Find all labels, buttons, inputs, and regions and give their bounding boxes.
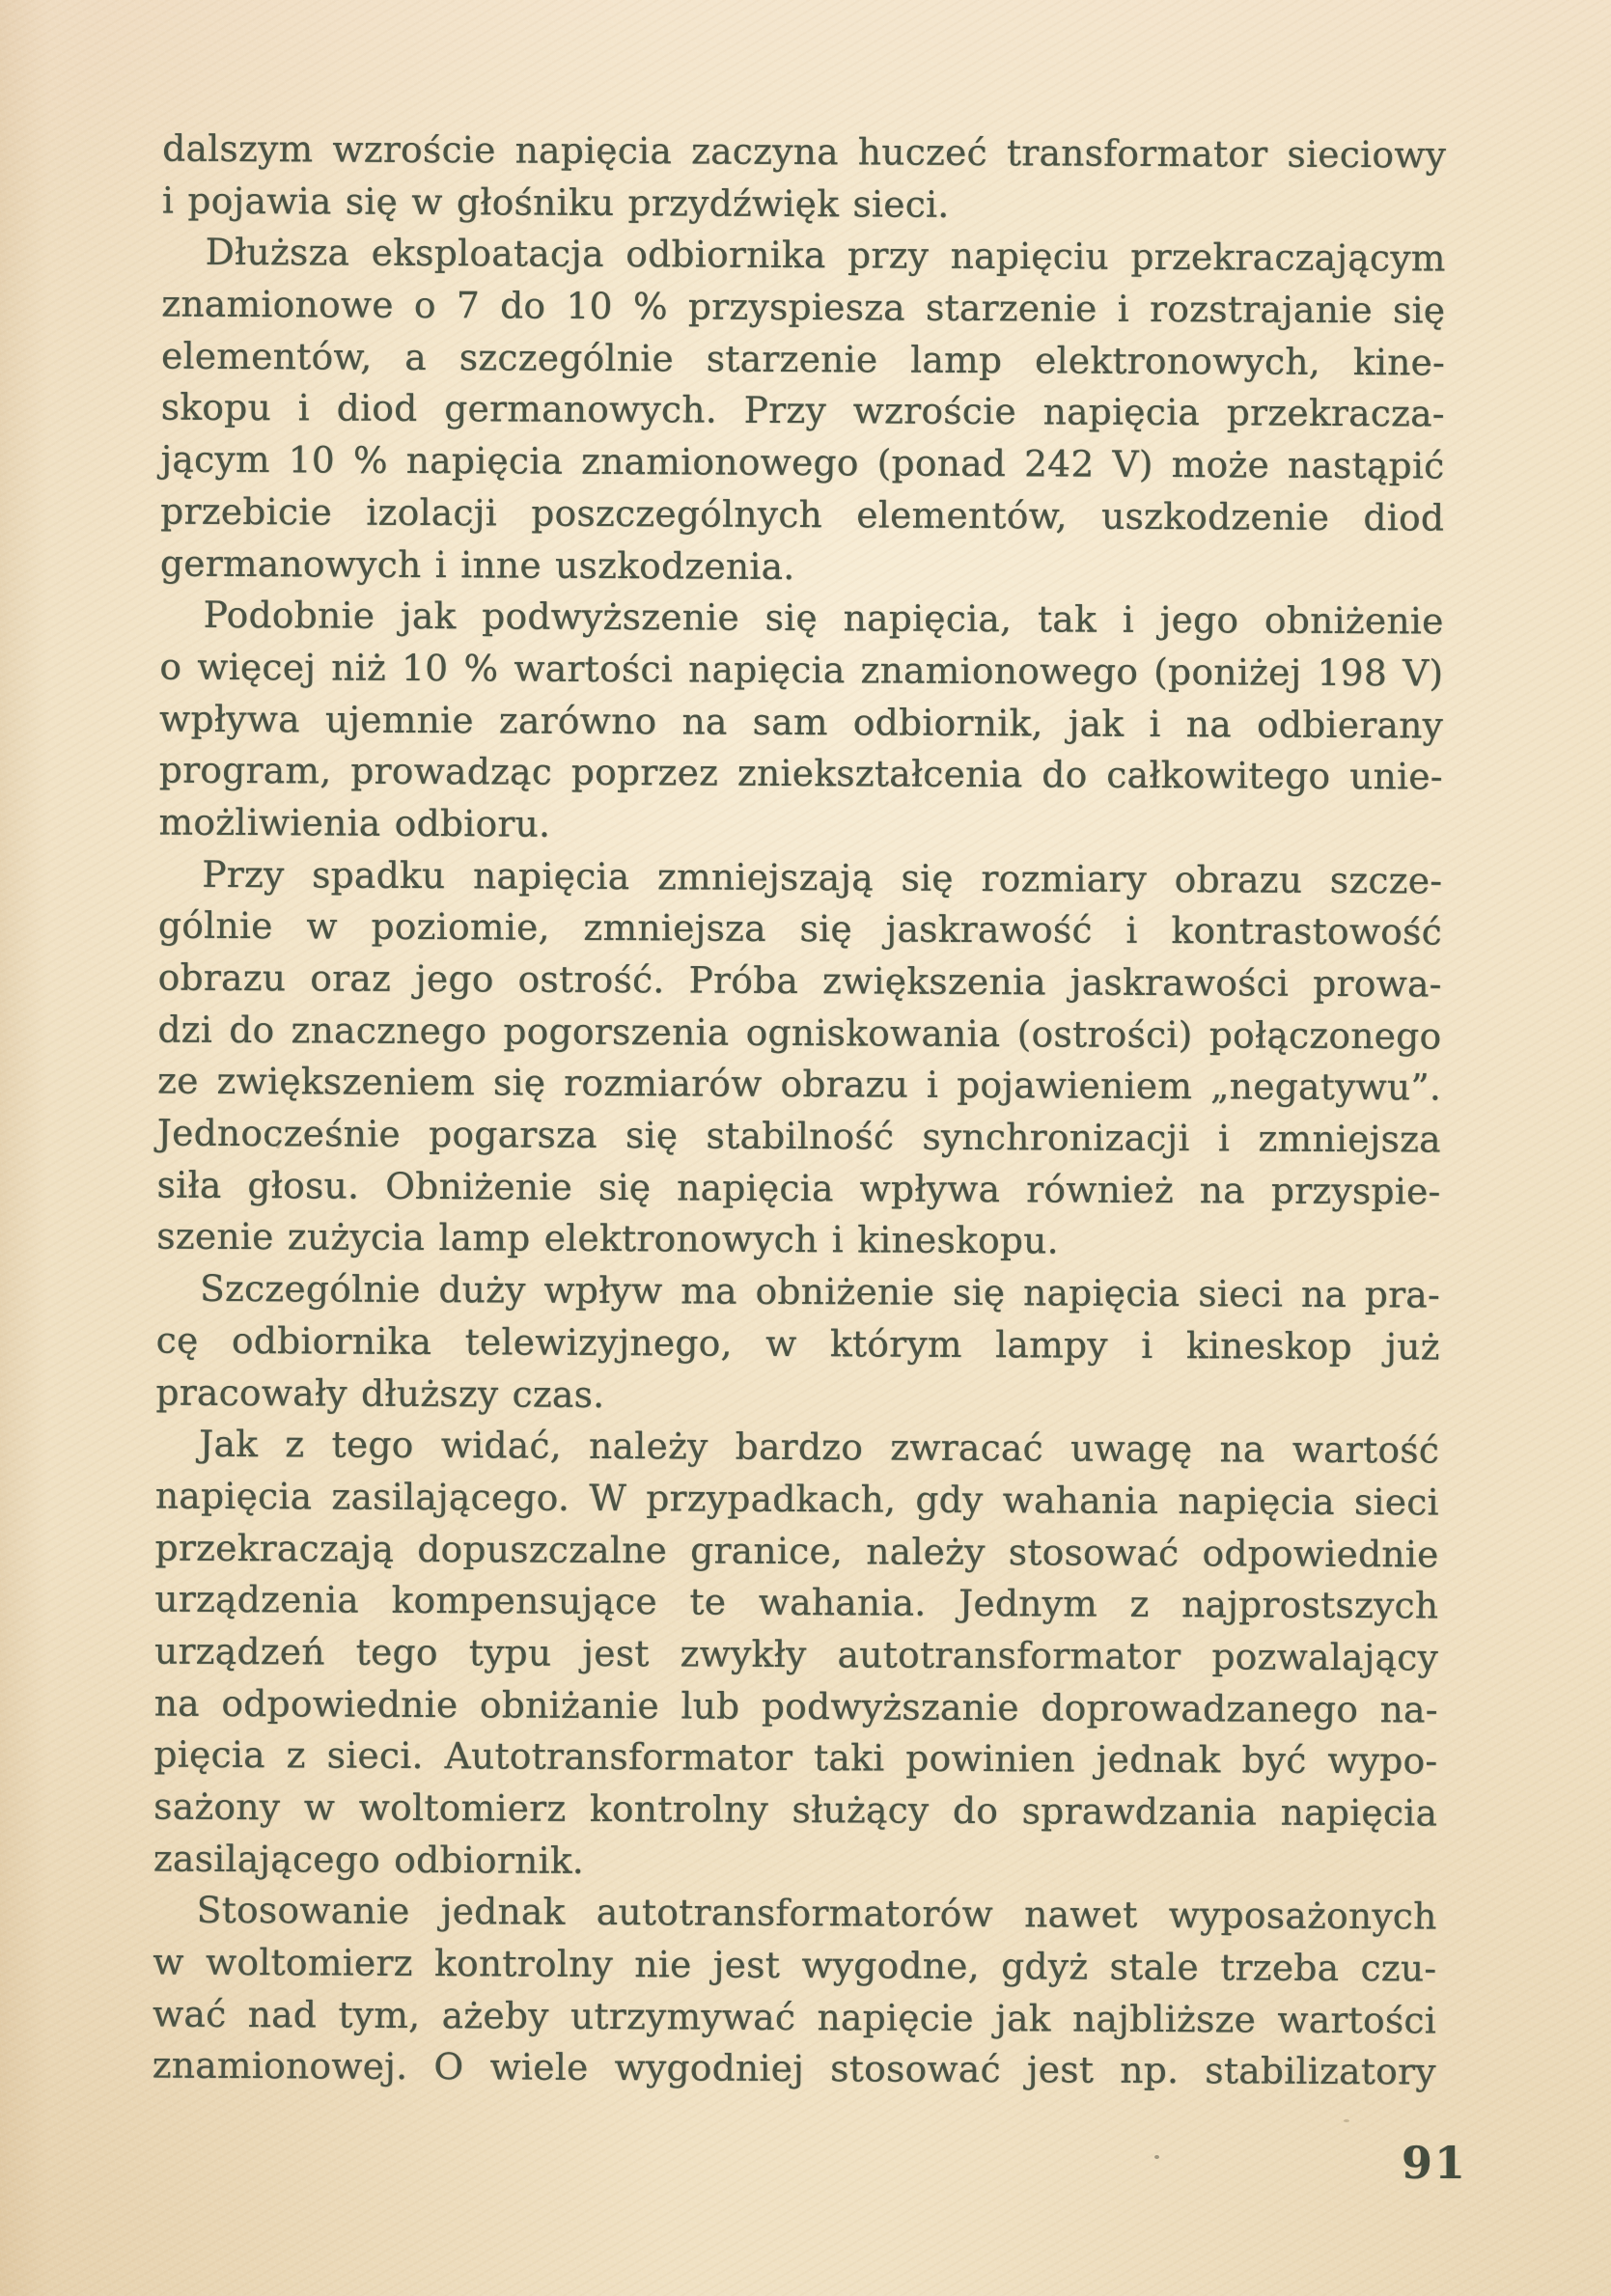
text-line: siła głosu. Obniżenie się napięcia wpływa również na przyspie- bbox=[156, 1163, 1441, 1213]
text-line: szenie zużycia lamp elektronowych i kineskopu. bbox=[156, 1214, 1059, 1262]
text-line: skopu i diod germanowych. Przy wzroście napięcia przekracza- bbox=[160, 385, 1445, 435]
scan-speck bbox=[276, 1145, 280, 1148]
text-line: znamionowej. O wiele wygodniej stosować jest np. stabilizatory bbox=[152, 2043, 1436, 2093]
scan-speck bbox=[1154, 2155, 1159, 2159]
text-line: sażony w woltomierz kontrolny służący do sprawdzania napięcia bbox=[153, 1784, 1438, 1835]
text-line: Podobnie jak podwyższenie się napięcia, tak i jego obniżenie bbox=[203, 593, 1444, 643]
text-line: obrazu oraz jego ostrość. Próba zwiększenia jaskrawości prowa- bbox=[157, 955, 1442, 1006]
scan-speck bbox=[1344, 2119, 1349, 2122]
text-line: dzi do znacznego pogorszenia ogniskowania (ostrości) połączonego bbox=[157, 1008, 1442, 1058]
paragraph bbox=[156, 848, 1442, 1269]
text-line: germanowych i inne uszkodzenia. bbox=[159, 541, 795, 588]
text-line: pracowały dłuższy czas. bbox=[155, 1370, 605, 1416]
paragraph bbox=[158, 590, 1443, 855]
paragraph bbox=[153, 1885, 1437, 2099]
text-line: jącym 10 % napięcia znamionowego (ponad 242 V) może nastąpić bbox=[160, 437, 1445, 487]
text-line: Jednocześnie pogarsza się stabilność synchronizacji i zmniejsza bbox=[156, 1111, 1441, 1161]
text-line: Przy spadku napięcia zmniejszają się rozmiary obrazu szcze- bbox=[202, 852, 1443, 902]
text-line: pięcia z sieci. Autotransformator taki powinien jednak być wypo- bbox=[153, 1732, 1438, 1783]
text-line: znamionowe o 7 do 10 % przyspiesza starzenie i rozstrajanie się bbox=[161, 282, 1446, 332]
text-line: w woltomierz kontrolny nie jest wygodne, gdyż stale trzeba czu- bbox=[153, 1940, 1437, 1990]
text-line: wpływa ujemnie zarówno na sam odbiornik, jak i na odbierany bbox=[159, 697, 1444, 747]
text-line: cę odbiornika telewizyjnego, w którym lampy i kineskop już bbox=[155, 1318, 1440, 1369]
text-line: przekraczają dopuszczalne granice, należy stosować odpowiednie bbox=[154, 1526, 1439, 1576]
text-line: możliwienia odbioru. bbox=[158, 800, 551, 845]
text-line: Stosowanie jednak autotransformatorów nawet wyposażonych bbox=[196, 1889, 1437, 1938]
text-line: przebicie izolacji poszczególnych elementów, uszkodzenie diod bbox=[160, 489, 1445, 539]
text-line: o więcej niż 10 % wartości napięcia znamionowego (poniżej 198 V) bbox=[159, 645, 1444, 695]
text-line: gólnie w poziomie, zmniejsza się jaskrawość i kontrastowość bbox=[157, 903, 1443, 954]
paragraph bbox=[153, 1419, 1440, 1892]
paragraph bbox=[155, 1263, 1440, 1425]
text-line: Jak z tego widać, należy bardzo zwracać uwagę na wartość bbox=[199, 1422, 1440, 1472]
text-line: zasilającego odbiornik. bbox=[153, 1837, 585, 1882]
paragraph bbox=[160, 227, 1446, 596]
text-line: urządzeń tego typu jest zwykły autotransformator pozwalający bbox=[153, 1629, 1439, 1679]
text-line: na odpowiednie obniżanie lub podwyższanie doprowadzanego na- bbox=[153, 1681, 1438, 1731]
text-line: elementów, a szczególnie starzenie lamp elektronowych, kine- bbox=[160, 334, 1446, 384]
text-line: program, prowadząc poprzez zniekształcenia do całkowitego unie- bbox=[158, 748, 1443, 798]
text-line: Szczególnie duży wpływ ma obniżenie się napięcia sieci na pra- bbox=[199, 1266, 1441, 1316]
text-line: urządzenia kompensujące te wahania. Jednym z najprostszych bbox=[154, 1577, 1439, 1627]
text-line: napięcia zasilającego. W przypadkach, gdy wahania napięcia sieci bbox=[154, 1474, 1440, 1524]
text-line: Dłuższa eksploatacja odbiornika przy napięciu przekraczającym bbox=[205, 231, 1446, 280]
text-line: ze zwiększeniem się rozmiarów obrazu i pojawieniem „negatywu”. bbox=[157, 1059, 1442, 1109]
paragraph bbox=[162, 124, 1447, 234]
text-line: i pojawia się w głośniku przydźwięk sieci. bbox=[161, 179, 950, 226]
text-line: wać nad tym, ażeby utrzymywać napięcie jak najbliższe wartości bbox=[152, 1992, 1437, 2042]
page-number: 91 bbox=[1402, 2137, 1468, 2189]
page-text bbox=[153, 124, 1447, 2099]
text-line: dalszym wzroście napięcia zaczyna huczeć transformator sieciowy bbox=[162, 126, 1447, 177]
